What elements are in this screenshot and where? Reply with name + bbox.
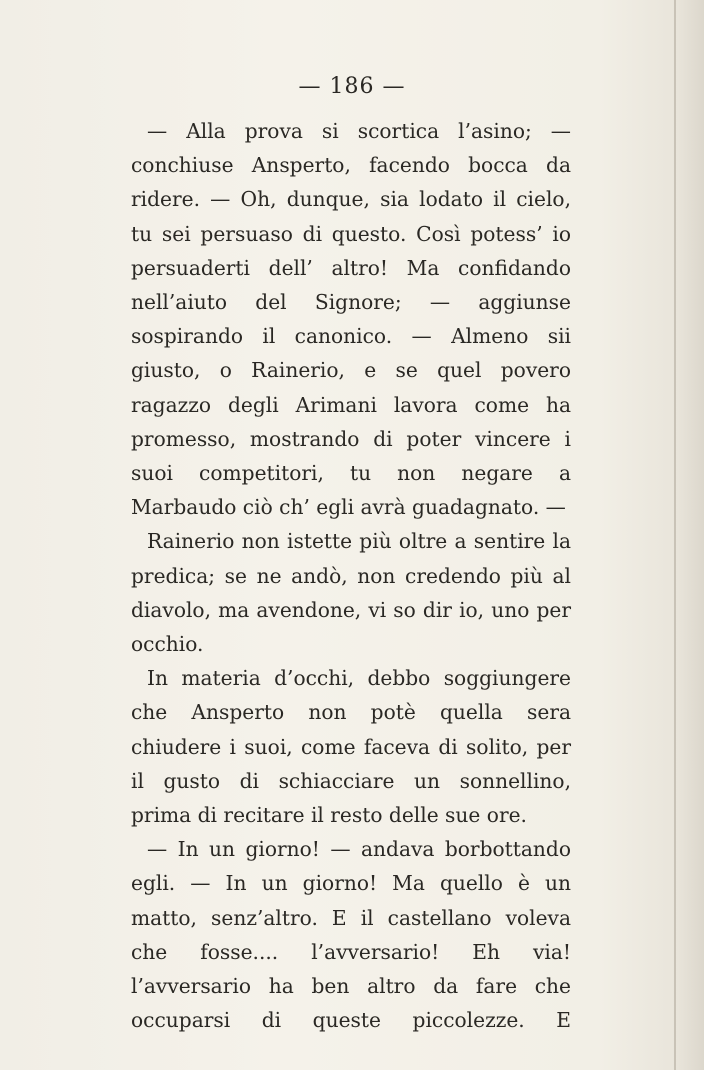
paragraph-3: In materia d’occhi, debbo soggiungere che Ansperto non potè quella sera chiudere i suoi, come faceva di solito, per il gusto di schiacciare un sonnellino, prima di recitare il resto delle sue ore. <box>131 666 571 828</box>
page-number: — 186 — <box>298 74 406 99</box>
page-binding-edge <box>674 0 676 1070</box>
paragraph-1: — Alla prova si scortica l’asino; — conchiuse Ansperto, facendo bocca da ridere. — Oh, dunque, sia lodato il cielo, tu sei persuaso di questo. Così potess’ io persuaderti dell’ altro! Ma confidando nell’aiuto del Signore; — aggiunse sospirando il canonico. — Almeno sii giusto, o Rainerio, e se quel povero ragazzo degli Arimani lavora come ha promesso, mostrando di poter vincere i suoi competitori, tu non negare a Marbaudo ciò ch’ egli avrà guadagnato. — <box>131 119 571 520</box>
paragraph-4: — In un giorno! — andava borbottando egli. — In un giorno! Ma quello è un matto, senz’altro. E il castellano voleva che fosse.... l’avversario! Eh via! l’avversario ha ben altro da fare che occuparsi di queste piccolezze. E <box>131 837 571 1033</box>
paragraph-2: Rainerio non istette più oltre a sentire la predica; se ne andò, non credendo più al diavolo, ma avendone, vi so dir io, uno per occhio. <box>131 529 571 657</box>
body-text <box>131 114 571 1037</box>
